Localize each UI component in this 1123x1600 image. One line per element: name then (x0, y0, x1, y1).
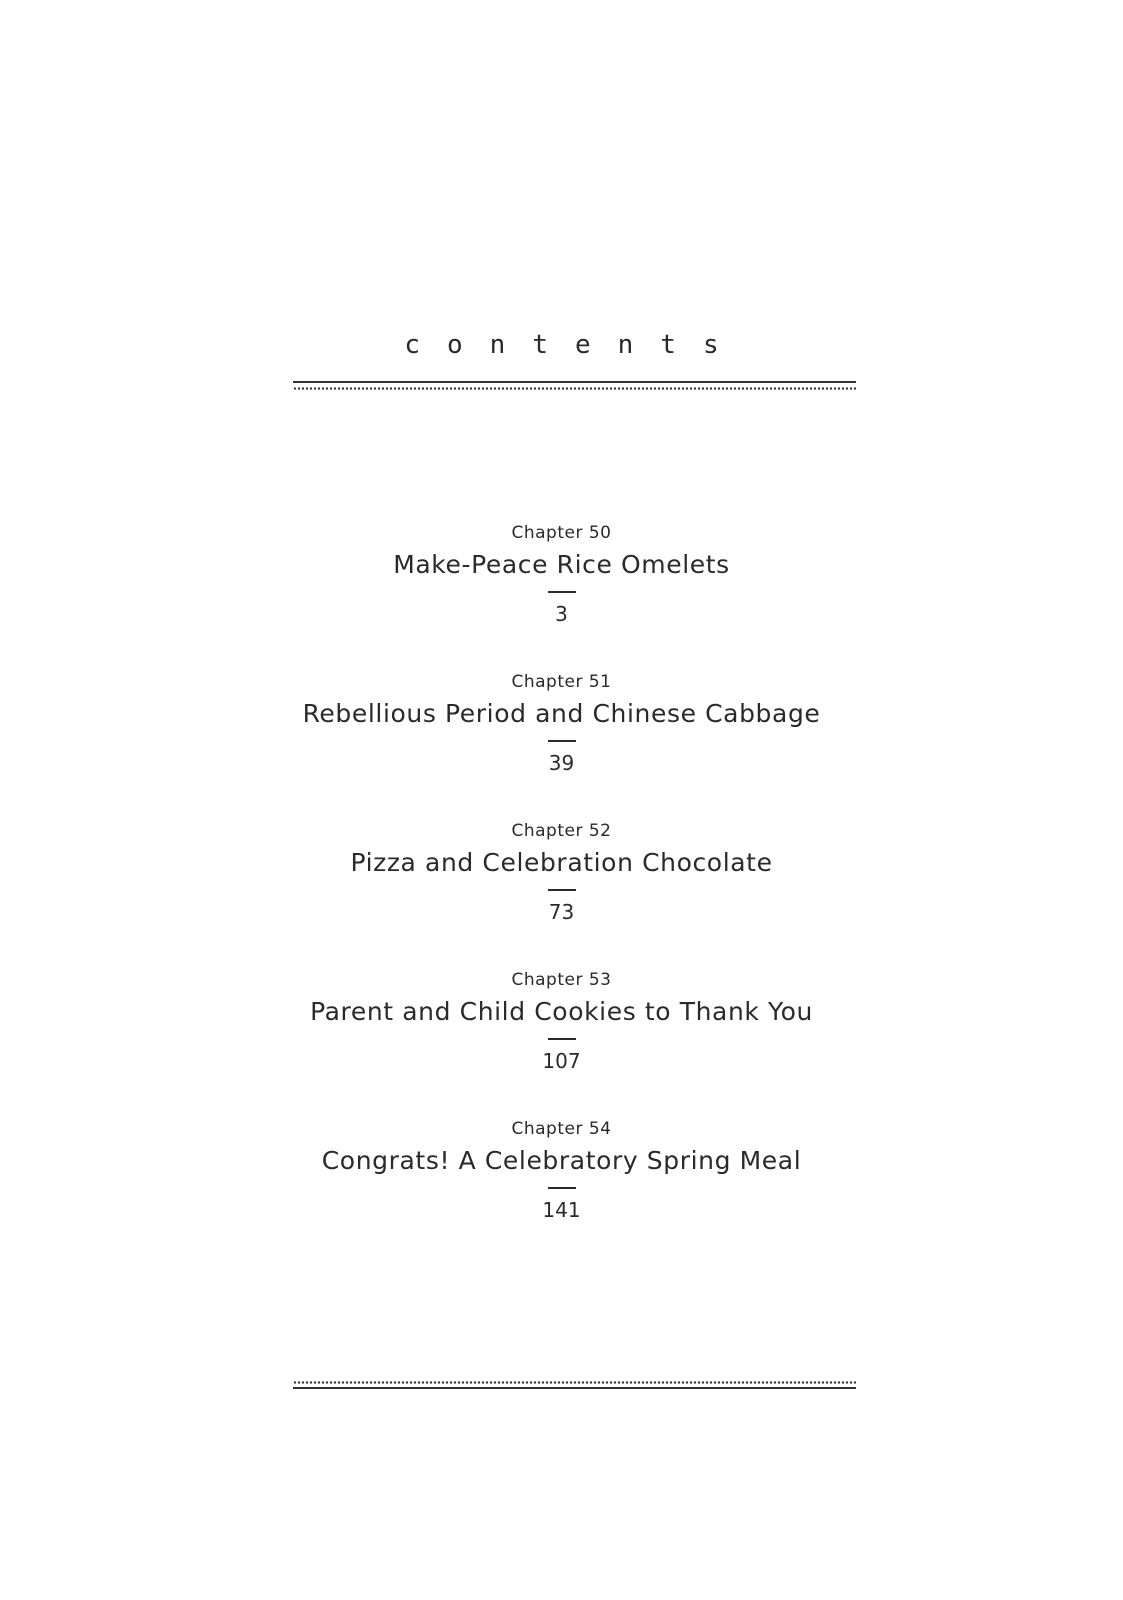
chapter-title: Congrats! A Celebratory Spring Meal (321, 1146, 802, 1175)
separator-dash (548, 591, 576, 593)
contents-heading: contents (404, 330, 746, 360)
toc-entry-chapter-51[interactable] (0, 671, 1123, 820)
toc-entry-chapter-53[interactable] (0, 969, 1123, 1118)
page-number: 3 (555, 602, 568, 626)
chapter-label: Chapter 51 (511, 672, 612, 692)
chapter-title: Rebellious Period and Chinese Cabbage (302, 699, 821, 728)
page-number: 107 (542, 1049, 581, 1073)
separator-dash (548, 1187, 576, 1189)
separator-dash (548, 740, 576, 742)
page-number: 39 (548, 751, 575, 775)
top-solid-line (293, 381, 856, 383)
page-number: 141 (542, 1198, 581, 1222)
chapter-label: Chapter 50 (511, 523, 612, 543)
page-number: 73 (548, 900, 575, 924)
separator-dash (548, 889, 576, 891)
top-dotted-line (293, 387, 856, 390)
table-of-contents (0, 522, 1123, 1267)
chapter-title: Parent and Child Cookies to Thank You (310, 997, 813, 1026)
bottom-divider (293, 1381, 856, 1391)
toc-entry-chapter-50[interactable] (0, 522, 1123, 671)
chapter-title: Pizza and Celebration Chocolate (350, 848, 773, 877)
chapter-label: Chapter 54 (511, 1119, 612, 1139)
bottom-dotted-line (293, 1381, 856, 1384)
toc-entry-chapter-52[interactable] (0, 820, 1123, 969)
chapter-title: Make-Peace Rice Omelets (393, 550, 730, 579)
chapter-label: Chapter 52 (511, 821, 612, 841)
chapter-label: Chapter 53 (511, 970, 612, 990)
toc-entry-chapter-54[interactable] (0, 1118, 1123, 1267)
top-divider (293, 381, 856, 391)
bottom-solid-line (293, 1387, 856, 1389)
separator-dash (548, 1038, 576, 1040)
